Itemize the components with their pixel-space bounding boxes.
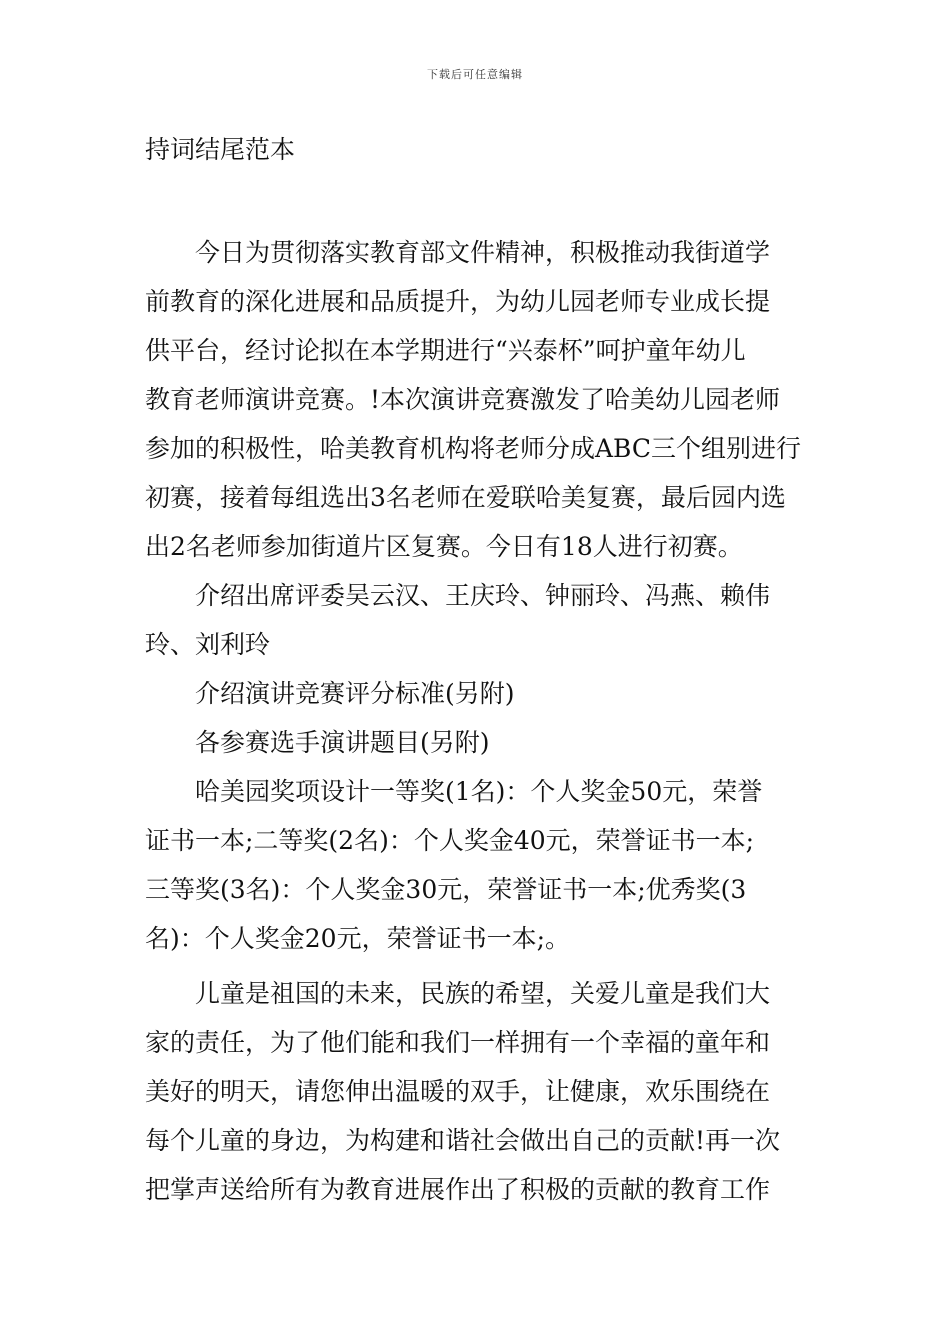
paragraph (145, 718, 810, 767)
paragraph (145, 767, 810, 963)
text-line: 哈美园奖项设计一等奖(1名)：个人奖金50元，荣誉 (195, 777, 763, 806)
text-line: 美好的明天，请您伸出温暖的双手，让健康，欢乐围绕在 (145, 1077, 771, 1106)
paragraph (145, 228, 810, 571)
text-line: 儿童是祖国的未来，民族的希望，关爱儿童是我们大 (195, 979, 771, 1008)
paragraph (145, 969, 810, 1214)
text-line: 证书一本;二等奖(2名)：个人奖金40元，荣誉证书一本; (145, 826, 755, 855)
paragraph (145, 669, 810, 718)
text-line: 各参赛选手演讲题目(另附) (195, 728, 490, 757)
text-line: 教育老师演讲竞赛。!本次演讲竞赛激发了哈美幼儿园老师 (145, 385, 781, 414)
page-header: 下载后可任意编辑 (427, 68, 523, 81)
document-body (145, 228, 810, 1214)
text-line: 介绍出席评委吴云汉、王庆玲、钟丽玲、冯燕、赖伟 (195, 581, 771, 610)
document-title: 持词结尾范本 (145, 135, 296, 164)
text-line: 把掌声送给所有为教育进展作出了积极的贡献的教育工作 (145, 1175, 771, 1204)
text-line: 供平台，经讨论拟在本学期进行“兴泰杯”呵护童年幼儿 (145, 336, 746, 365)
text-line: 名)：个人奖金20元，荣誉证书一本;。 (145, 924, 570, 953)
text-line: 初赛，接着每组选出3名老师在爱联哈美复赛，最后园内选 (145, 483, 786, 512)
text-line: 参加的积极性，哈美教育机构将老师分成ABC三个组别进行 (145, 434, 802, 463)
text-line: 三等奖(3名)：个人奖金30元，荣誉证书一本;优秀奖(3 (145, 875, 747, 904)
text-line: 介绍演讲竞赛评分标准(另附) (195, 679, 515, 708)
text-line: 每个儿童的身边，为构建和谐社会做出自己的贡献!再一次 (145, 1126, 781, 1155)
text-line: 前教育的深化进展和品质提升，为幼儿园老师专业成长提 (145, 287, 771, 316)
text-line: 今日为贯彻落实教育部文件精神，积极推动我街道学 (195, 238, 771, 267)
text-line: 玲、刘利玲 (145, 630, 271, 659)
text-line: 出2名老师参加街道片区复赛。今日有18人进行初赛。 (145, 532, 743, 561)
text-line: 家的责任，为了他们能和我们一样拥有一个幸福的童年和 (145, 1028, 771, 1057)
paragraph (145, 571, 810, 669)
